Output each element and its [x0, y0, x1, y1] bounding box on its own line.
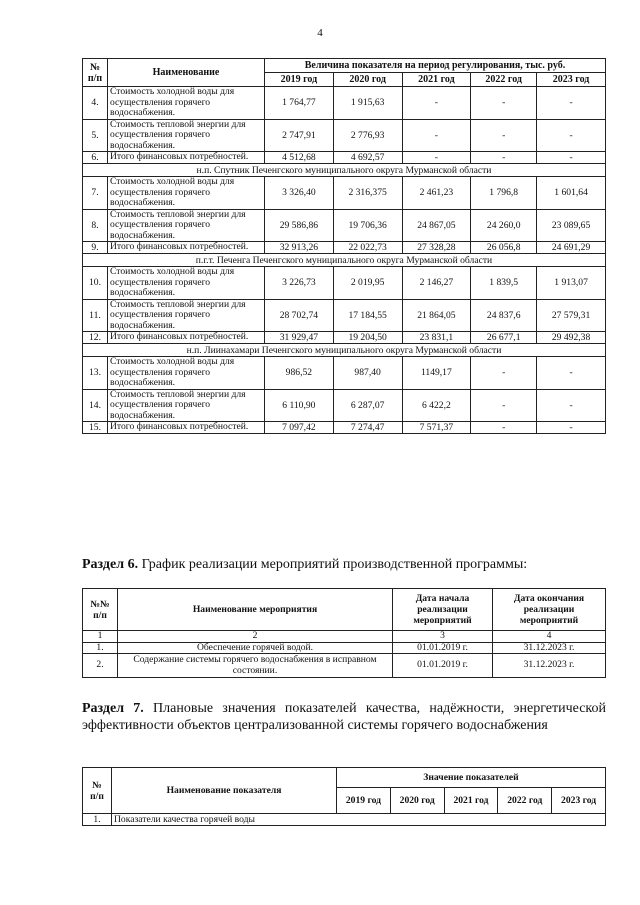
- row-value: 24 691,29: [537, 242, 606, 254]
- section-6-heading: [82, 557, 527, 573]
- column-index: 1: [83, 631, 118, 643]
- row-value: 2 461,23: [402, 177, 471, 210]
- row-end: 31.12.2023 г.: [493, 642, 606, 654]
- row-value: 29 586,86: [265, 209, 334, 242]
- row-value: 24 867,05: [402, 209, 471, 242]
- table-row: [83, 209, 606, 242]
- row-value: 1 601,64: [537, 177, 606, 210]
- row-name: Итого финансовых потребностей.: [108, 242, 265, 254]
- row-name: Показатели качества горячей воды: [112, 814, 606, 826]
- row-name: Стоимость тепловой энергии для осуществления горячего водоснабжения.: [108, 389, 265, 422]
- row-name: Стоимость холодной воды для осуществления горячего водоснабжения.: [108, 87, 265, 120]
- row-value: 2 146,27: [402, 267, 471, 300]
- table-row: [83, 389, 606, 422]
- row-value: 1 839,5: [471, 267, 537, 300]
- row-name: Итого финансовых потребностей.: [108, 422, 265, 434]
- row-value: -: [471, 119, 537, 152]
- row-value: 987,40: [333, 357, 402, 390]
- col-header-year: 2022 год: [471, 73, 537, 87]
- row-value: 28 702,74: [265, 299, 334, 332]
- row-value: -: [537, 357, 606, 390]
- col-header-year: 2019 год: [265, 73, 334, 87]
- row-value: 3 226,73: [265, 267, 334, 300]
- column-index: 4: [493, 631, 606, 643]
- row-value: -: [402, 152, 471, 164]
- row-value: 17 184,55: [333, 299, 402, 332]
- row-value: 2 019,95: [333, 267, 402, 300]
- row-num: 2.: [83, 654, 118, 678]
- row-value: 27 328,28: [402, 242, 471, 254]
- row-value: -: [537, 422, 606, 434]
- row-value: 19 204,50: [333, 332, 402, 344]
- row-number: 8.: [83, 209, 108, 242]
- row-value: 1 915,63: [333, 87, 402, 120]
- row-value: 27 579,31: [537, 299, 606, 332]
- col-header-year: 2023 год: [537, 73, 606, 87]
- section-6-label: Раздел 6.: [82, 557, 139, 572]
- row-number: 1.: [83, 814, 112, 826]
- row-value: -: [471, 422, 537, 434]
- row-value: -: [537, 87, 606, 120]
- col-header-year: 2020 год: [333, 73, 402, 87]
- row-value: 23 089,65: [537, 209, 606, 242]
- row-number: 4.: [83, 87, 108, 120]
- row-name: Обеспечение горячей водой.: [118, 642, 393, 654]
- column-index-row: [83, 631, 606, 643]
- row-number: 14.: [83, 389, 108, 422]
- row-name: Содержание системы горячего водоснабжения в исправном состоянии.: [118, 654, 393, 678]
- row-value: 1 913,07: [537, 267, 606, 300]
- row-value: 6 422,2: [402, 389, 471, 422]
- row-value: 23 831,1: [402, 332, 471, 344]
- column-index: 2: [118, 631, 393, 643]
- col-header-year: 2019 год: [337, 788, 391, 814]
- row-value: 26 056,8: [471, 242, 537, 254]
- table-group-row: [83, 344, 606, 357]
- col-header-activity: Наименование мероприятия: [118, 589, 393, 631]
- row-value: -: [537, 119, 606, 152]
- table-row: [83, 357, 606, 390]
- row-value: 21 864,05: [402, 299, 471, 332]
- row-name: Стоимость тепловой энергии для осуществления горячего водоснабжения.: [108, 209, 265, 242]
- row-value: 2 776,93: [333, 119, 402, 152]
- row-value: 1149,17: [402, 357, 471, 390]
- section-7-label: Раздел 7.: [82, 701, 144, 716]
- row-start: 01.01.2019 г.: [393, 642, 493, 654]
- row-value: 2 747,91: [265, 119, 334, 152]
- row-name: Стоимость холодной воды для осуществления горячего водоснабжения.: [108, 357, 265, 390]
- col-header-end: Дата окончания реализации мероприятий: [493, 589, 606, 631]
- row-value: 4 692,57: [333, 152, 402, 164]
- row-value: 24 837,6: [471, 299, 537, 332]
- settlement-label: н.п. Спутник Печенгского муниципального округа Мурманской области: [83, 164, 606, 177]
- col-header-year: 2022 год: [498, 788, 552, 814]
- row-num: 1.: [83, 642, 118, 654]
- table-row: [83, 299, 606, 332]
- col-header-name: Наименование: [108, 59, 265, 87]
- section-7-heading: [82, 700, 606, 734]
- row-value: 19 706,36: [333, 209, 402, 242]
- row-value: -: [537, 389, 606, 422]
- table-row: [83, 332, 606, 344]
- row-value: -: [471, 389, 537, 422]
- table-row: [83, 177, 606, 210]
- row-value: 2 316,375: [333, 177, 402, 210]
- row-value: 1 796,8: [471, 177, 537, 210]
- row-value: 24 260,0: [471, 209, 537, 242]
- row-value: -: [402, 87, 471, 120]
- row-value: -: [471, 357, 537, 390]
- row-value: 7 571,37: [402, 422, 471, 434]
- row-number: 11.: [83, 299, 108, 332]
- row-name: Стоимость холодной воды для осуществления горячего водоснабжения.: [108, 267, 265, 300]
- row-number: 15.: [83, 422, 108, 434]
- row-value: 29 492,38: [537, 332, 606, 344]
- row-name: Итого финансовых потребностей.: [108, 332, 265, 344]
- section-7-title: Плановые значения показателей качества, надёжности, энергетической эффективности объектов централизованной системы горячего водоснабжения: [82, 701, 606, 733]
- row-value: 7 274,47: [333, 422, 402, 434]
- row-value: -: [471, 87, 537, 120]
- table-group-row: [83, 254, 606, 267]
- col-header-year: 2020 год: [390, 788, 444, 814]
- indicators-table: [82, 767, 606, 826]
- col-header-value-group: Величина показателя на период регулирования, тыс. руб.: [265, 59, 606, 73]
- row-number: 5.: [83, 119, 108, 152]
- row-value: -: [402, 119, 471, 152]
- col-header-num: № п/п: [83, 59, 108, 87]
- row-name: Стоимость тепловой энергии для осуществления горячего водоснабжения.: [108, 299, 265, 332]
- row-value: 3 326,40: [265, 177, 334, 210]
- row-value: 1 764,77: [265, 87, 334, 120]
- settlement-label: н.п. Лиинахамари Печенгского муниципального округа Мурманской области: [83, 344, 606, 357]
- table-row: [83, 87, 606, 120]
- col-header-year: 2023 год: [552, 788, 606, 814]
- table-group-row: [83, 164, 606, 177]
- row-value: 986,52: [265, 357, 334, 390]
- table-row: [83, 152, 606, 164]
- table-row: [83, 119, 606, 152]
- table-row: [83, 642, 606, 654]
- row-start: 01.01.2019 г.: [393, 654, 493, 678]
- row-value: 7 097,42: [265, 422, 334, 434]
- row-number: 10.: [83, 267, 108, 300]
- row-value: 26 677,1: [471, 332, 537, 344]
- table-row: [83, 814, 606, 826]
- row-name: Стоимость тепловой энергии для осуществления горячего водоснабжения.: [108, 119, 265, 152]
- settlement-label: п.г.т. Печенга Печенгского муниципального округа Мурманской области: [83, 254, 606, 267]
- row-value: 6 110,90: [265, 389, 334, 422]
- table-row: [83, 422, 606, 434]
- row-name: Стоимость холодной воды для осуществления горячего водоснабжения.: [108, 177, 265, 210]
- column-index: 3: [393, 631, 493, 643]
- row-value: 6 287,07: [333, 389, 402, 422]
- financial-needs-table: [82, 58, 606, 434]
- row-value: 4 512,68: [265, 152, 334, 164]
- col-header-year: 2021 год: [444, 788, 498, 814]
- row-number: 13.: [83, 357, 108, 390]
- col-header-value-group: Значение показателей: [337, 768, 606, 788]
- table-row: [83, 267, 606, 300]
- row-end: 31.12.2023 г.: [493, 654, 606, 678]
- col-header-indicator: Наименование показателя: [112, 768, 337, 814]
- col-header-start: Дата начала реализации мероприятий: [393, 589, 493, 631]
- table-row: [83, 654, 606, 678]
- col-header-num: №№ п/п: [83, 589, 118, 631]
- col-header-num: № п/п: [83, 768, 112, 814]
- row-number: 6.: [83, 152, 108, 164]
- row-value: 32 913,26: [265, 242, 334, 254]
- section-6-title: График реализации мероприятий производственной программы:: [141, 557, 528, 572]
- schedule-table: [82, 588, 606, 678]
- col-header-year: 2021 год: [402, 73, 471, 87]
- row-name: Итого финансовых потребностей.: [108, 152, 265, 164]
- row-number: 12.: [83, 332, 108, 344]
- table-row: [83, 242, 606, 254]
- page-number: 4: [317, 27, 323, 39]
- row-value: -: [471, 152, 537, 164]
- row-value: -: [537, 152, 606, 164]
- row-value: 22 022,73: [333, 242, 402, 254]
- row-value: 31 929,47: [265, 332, 334, 344]
- row-number: 7.: [83, 177, 108, 210]
- row-number: 9.: [83, 242, 108, 254]
